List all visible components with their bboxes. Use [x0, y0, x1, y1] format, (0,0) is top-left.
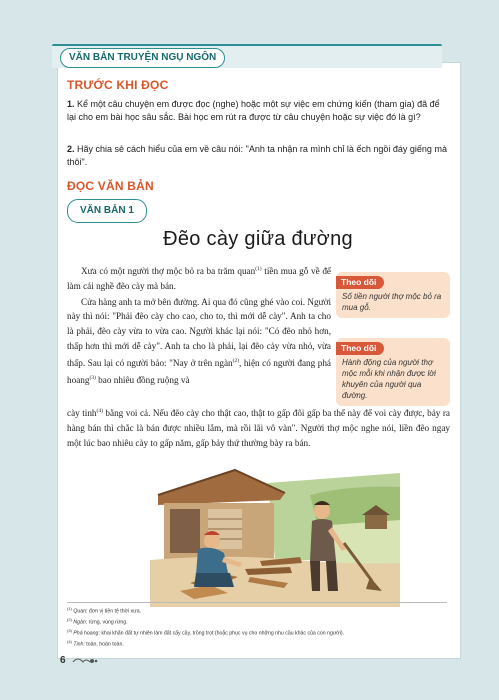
question-1-text: Kể một câu chuyện em được đọc (nghe) hoặc một sự việc em chứng kiến (tham gia) đã để lại cho em bài học sâu sắc. Bài học em rút ra được từ câu chuyện hoặc sự việc đó là gì? [67, 99, 440, 122]
section-tab-label: VĂN BẢN TRUYỆN NGỤ NGÔN [60, 48, 225, 68]
story-paragraph-2: Cửa hàng anh ta mở bên đường. Ai qua đó cũng ghé vào coi. Người này thì nói: "Phải đẽo cày cho cao, cho to, thì mới dễ cày". Anh ta cho là phải, đẽo cày vừa to vừa cao. Người khác lại nói: "Có đẽo nhỏ hơn, thấp hơn thì mới dễ cày". Anh ta cho là phải, lại đẽo cày vừa nhỏ, vừa thấp. Sau lại có người bảo: "Nay ở trên ngàn$^{(2)}$, hiện có người đang phá hoang$^{(3)}$ bao nhiêu đồng ruộng và [67, 296, 331, 385]
note-box-2 [336, 338, 450, 406]
note-text: Số tiền người thợ mộc bỏ ra mua gỗ. [342, 292, 442, 312]
note-text: Hành động của người thợ mộc mỗi khi nhận được lời khuyên của người qua đường. [342, 358, 436, 400]
page-number: 6 [60, 655, 66, 666]
footnote-1: $^{(1)}$ Quan: đơn vị tiền tệ thời xưa. [67, 606, 142, 615]
section-header-bar [52, 44, 442, 68]
footnote-3: $^{(3)}$ Phá hoang: khai khẩn đất tự nhiên làm đất cấy cầy, trồng trọt (hoặc phục vụ cho những nhu cầu khác của con người). [67, 627, 345, 637]
story-paragraph-1: Xưa có một người thợ mộc bỏ ra ba trăm quan$^{(1)}$ tiền mua gỗ về để làm cái nghề đẽo cày mà bán. [67, 266, 331, 291]
note-tag: Theo dõi [336, 276, 384, 289]
story-illustration [150, 465, 400, 607]
text-1-label: VĂN BẢN 1 [67, 199, 147, 223]
question-2 [67, 143, 450, 169]
question-1-number: 1. [67, 99, 75, 109]
before-reading-heading: TRƯỚC KHI ĐỌC [67, 78, 169, 92]
question-2-text: Hãy chia sẻ cách hiểu của em về câu nói: "Anh ta nhận ra mình chỉ là ếch ngồi đáy giếng mà thôi". [67, 144, 447, 167]
footnotes [67, 602, 447, 649]
note-box-1 [336, 272, 450, 318]
page-ornament-icon [72, 654, 98, 666]
reading-heading: ĐỌC VĂN BẢN [67, 179, 154, 193]
question-2-number: 2. [67, 144, 75, 154]
woodworker-scene-image [150, 465, 400, 607]
footnote-4: $^{(4)}$ Tinh: toàn, hoàn toàn. [67, 638, 124, 648]
story-body [67, 262, 331, 388]
footnote-2: $^{(2)}$ Ngàn: rừng, vùng rừng. [67, 616, 128, 626]
story-title: Đẽo cày giữa đường [163, 228, 353, 250]
question-1 [67, 98, 450, 124]
story-paragraph-2-continued: cày tinh$^{(4)}$ bằng voi cả. Nếu đẽo cày cho thật cao, thật to gấp đôi gấp ba thế này để voi cày được, bảy ra hàng bán thì chắc là bán được nhiều lắm, mà rồi lãi vô vàn". Người thợ mộc nghe nói, liền đẽo ngay một lúc bao nhiêu cày to gấp năm, gấp bảy thứ thường bày ra bán. [67, 408, 450, 448]
note-tag: Theo dõi [336, 342, 384, 355]
